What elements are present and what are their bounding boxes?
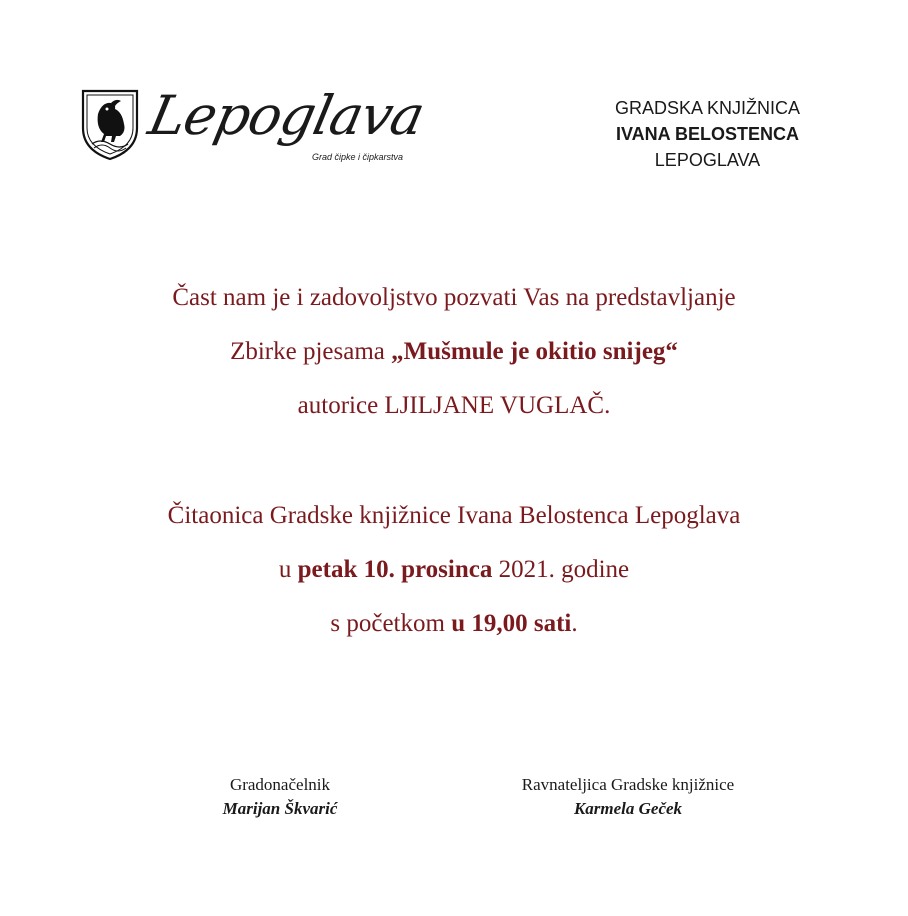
invitation-line-6 [0,610,908,638]
invitation-line-2-prefix: Zbirke pjesama [230,338,392,365]
signature-right-role: Ravnateljica Gradske knjižnice [521,775,735,794]
coat-of-arms-icon [80,88,140,162]
city-logo-tagline: Grad čipke i čipkarstva [312,152,404,162]
library-line-1: GRADSKA KNJIŽNICA [614,98,801,118]
invitation-line-4: Čitaonica Gradske knjižnice Ivana Belostenca Lepoglava [167,502,741,529]
signature-left-name: Marijan Škvarić [222,799,338,818]
event-time: u 19,00 sati [451,610,572,637]
invitation-line-5 [0,556,908,584]
library-line-3: LEPOGLAVA [654,150,761,170]
book-title: „Mušmule je okitio snijeg“ [391,338,678,365]
signature-left [170,775,390,819]
invitation-line-2 [0,338,908,366]
invitation-line-5-prefix: u [278,556,298,583]
invitation-line-3: autorice LJILJANE VUGLAČ. [297,392,611,419]
invitation-line-6-suffix: . [571,610,578,637]
city-logo-text: Lepoglava [143,84,430,147]
invitation-line-5-suffix: 2021. godine [492,556,630,583]
invitation-line-6-prefix: s početkom [330,610,452,637]
invitation-line-1: Čast nam je i zadovoljstvo pozvati Vas na predstavljanje [172,284,736,311]
signature-right-name: Karmela Geček [573,799,683,818]
library-name-block [585,95,830,173]
signature-left-role: Gradonačelnik [229,775,331,794]
signature-right [478,775,778,819]
library-line-2: IVANA BELOSTENCA [615,124,799,144]
event-date: petak 10. prosinca [297,556,493,583]
